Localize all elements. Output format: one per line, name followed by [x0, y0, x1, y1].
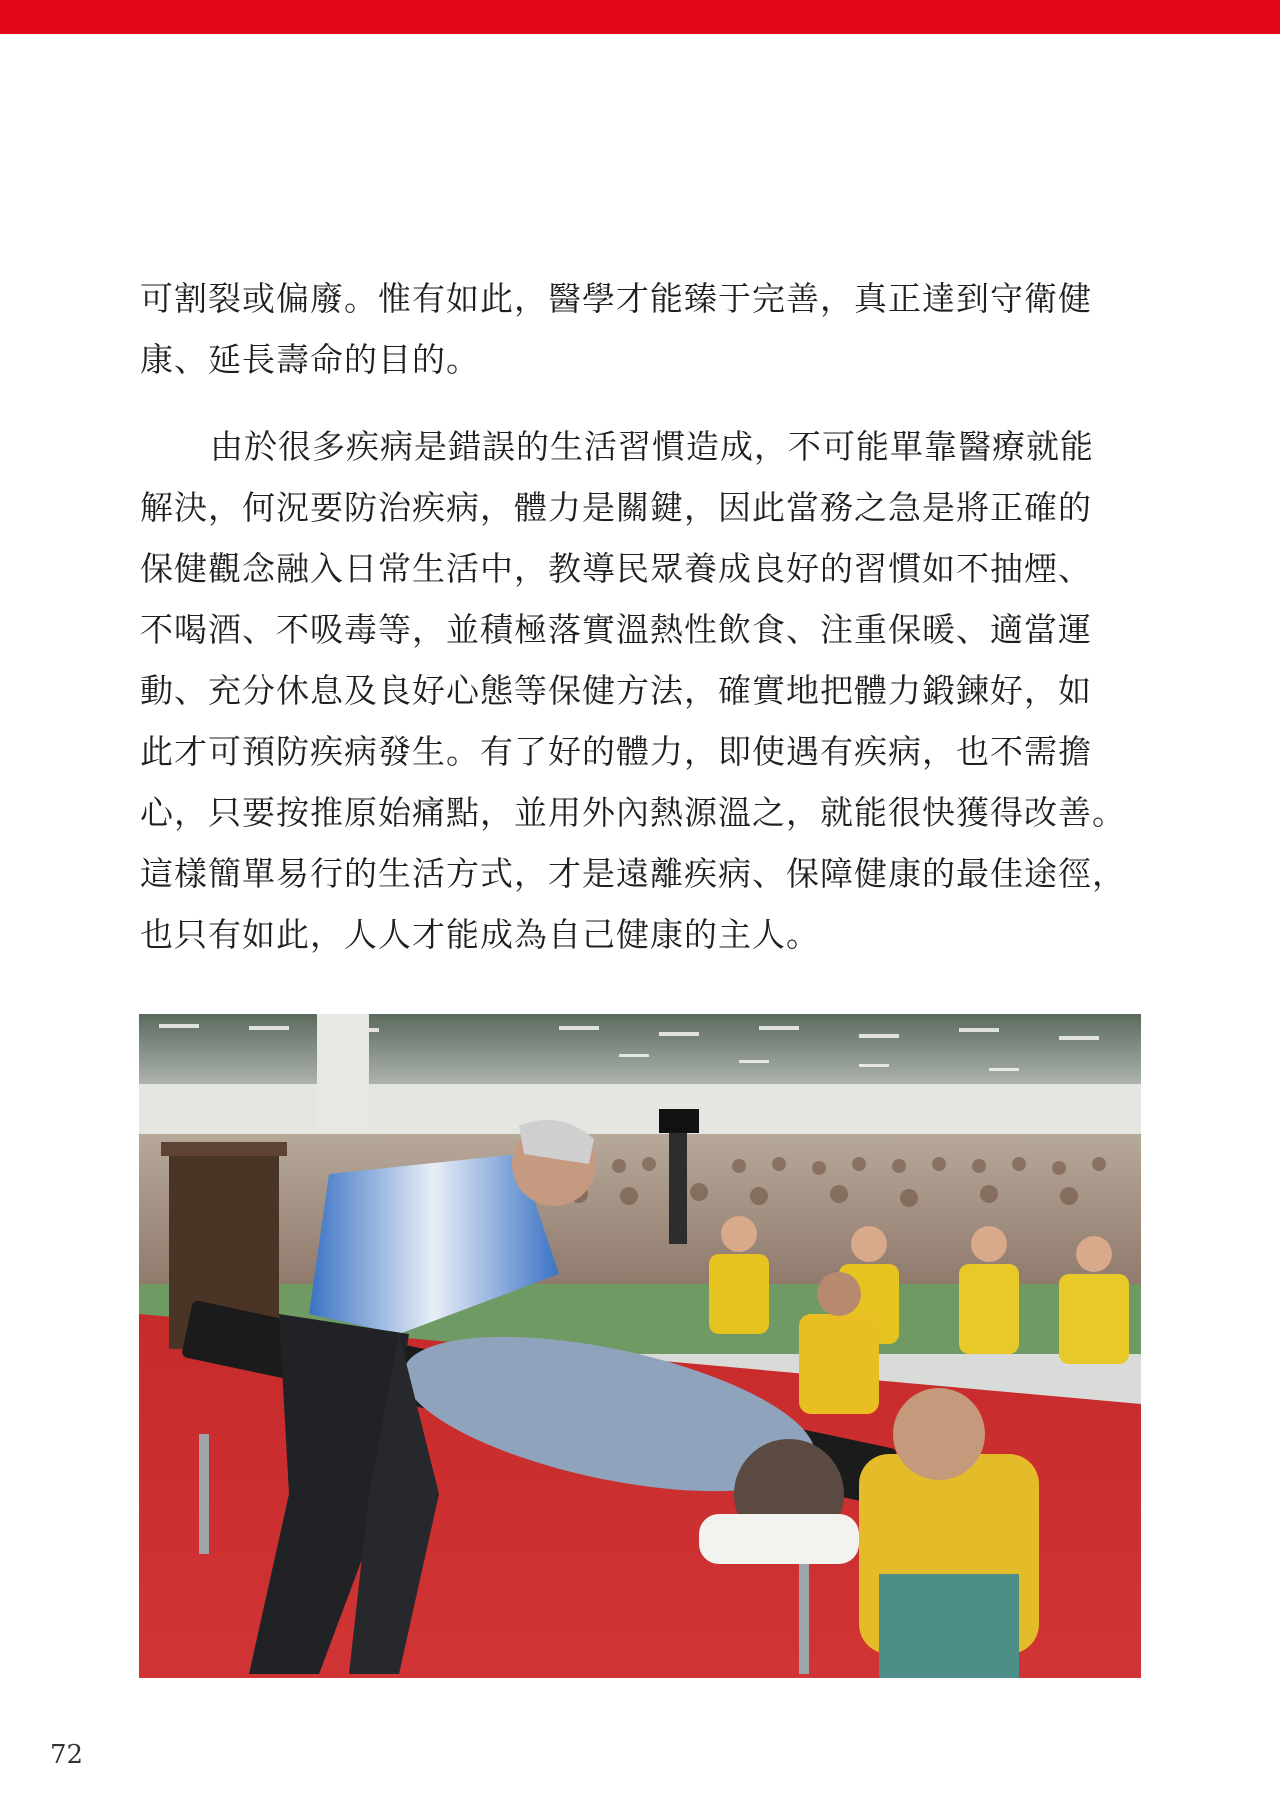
paragraph-line: 這樣簡單易行的生活方式，才是遠離疾病、保障健康的最佳途徑， [140, 854, 1126, 893]
paragraph-line: 由於很多疾病是錯誤的生活習慣造成，不可能單靠醫療就能 [210, 427, 1094, 466]
paragraph-line: 此才可預防疾病發生。有了好的體力，即使遇有疾病，也不需擔 [140, 732, 1092, 771]
page-number: 72 [50, 1740, 84, 1770]
hall-photo [139, 1014, 1141, 1678]
top-accent-bar [0, 0, 1280, 34]
hall-photo-illustration [139, 1014, 1141, 1678]
paragraph-line: 不喝酒、不吸毒等，並積極落實溫熱性飲食、注重保暖、適當運 [140, 610, 1092, 649]
paragraph-line: 心，只要按推原始痛點，並用外內熱源溫之，就能很快獲得改善。 [140, 793, 1126, 832]
body-text [140, 268, 1144, 965]
paragraph-line: 解決，何況要防治疾病，體力是關鍵，因此當務之急是將正確的 [140, 488, 1092, 527]
paragraph-2 [140, 416, 1144, 965]
paragraph-line: 保健觀念融入日常生活中，教導民眾養成良好的習慣如不抽煙、 [140, 549, 1092, 588]
paragraph-1 [140, 268, 1144, 390]
paragraph-line: 動、充分休息及良好心態等保健方法，確實地把體力鍛鍊好，如 [140, 671, 1092, 710]
paragraph-line: 康、延長壽命的目的。 [140, 340, 480, 379]
paragraph-line: 也只有如此，人人才能成為自己健康的主人。 [140, 915, 820, 954]
paragraph-line: 可割裂或偏廢。惟有如此，醫學才能臻于完善，真正達到守衛健 [140, 279, 1092, 318]
